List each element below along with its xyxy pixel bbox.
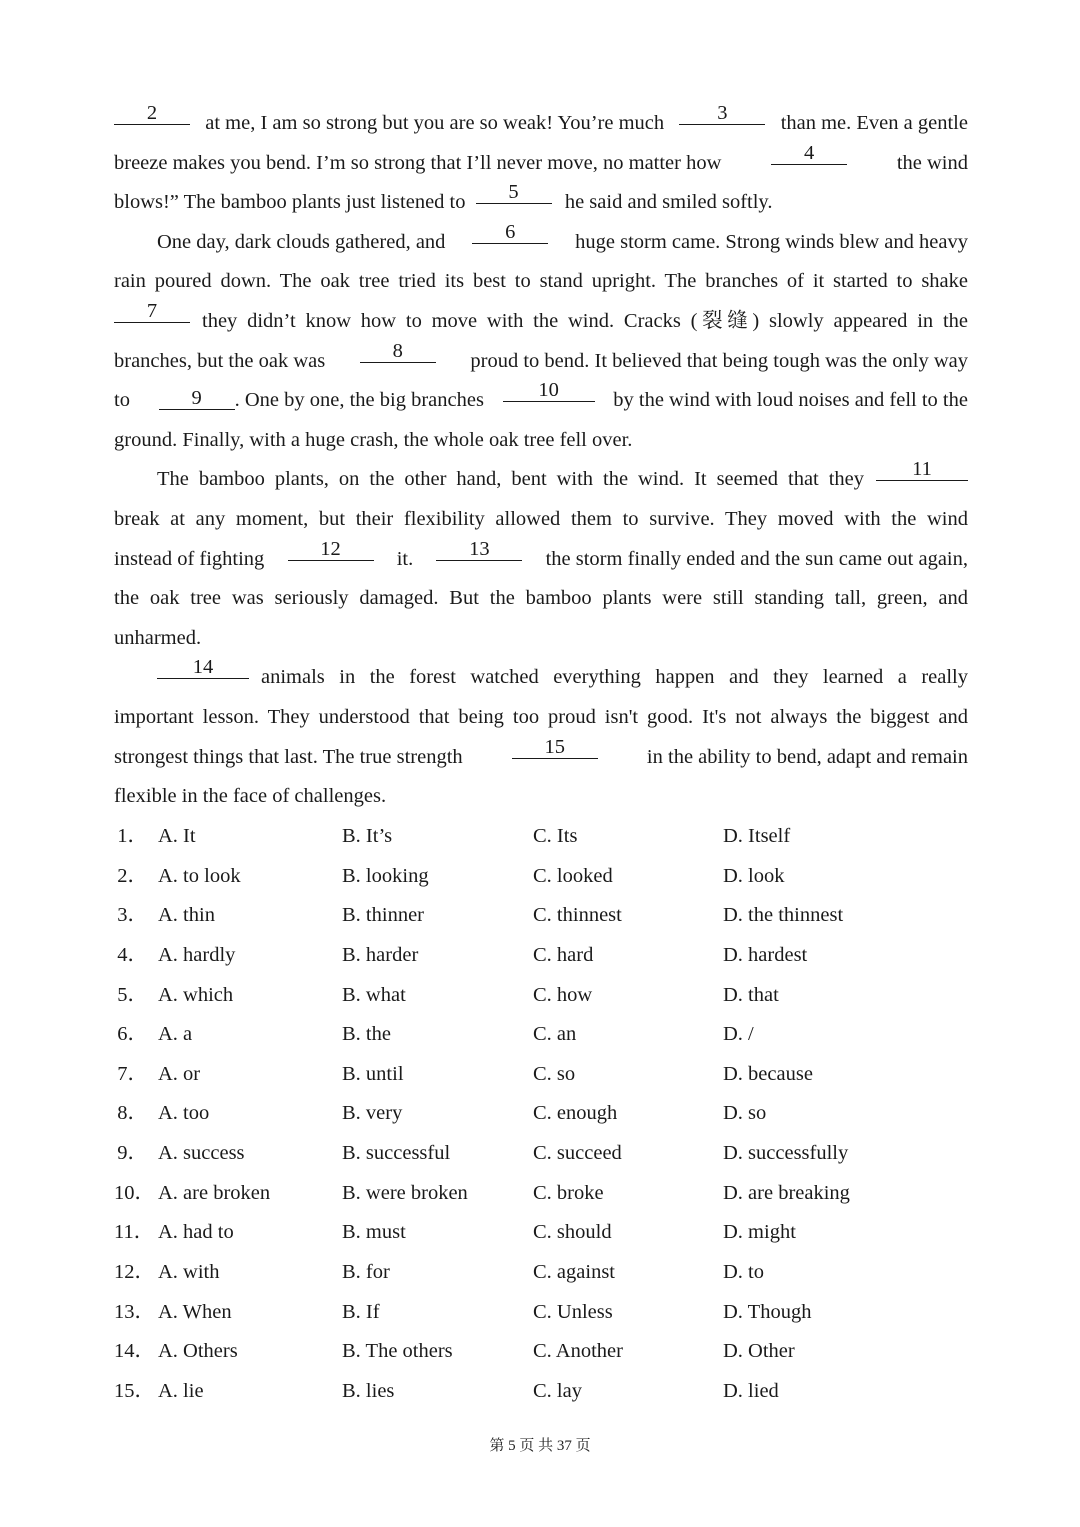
passage-line [114, 658, 968, 698]
question-number: 15． [114, 1379, 155, 1402]
question-number: 11． [114, 1221, 155, 1244]
passage-line [114, 735, 968, 778]
option-a: A. lie [158, 1379, 204, 1402]
passage-text: in the ability to bend, adapt and remain [646, 745, 968, 768]
passage-text: blows!” The bamboo plants just listened to [114, 191, 466, 214]
passage-text-group [159, 381, 484, 421]
passage-text: the wind [896, 151, 968, 174]
blank-7: 7 [114, 300, 190, 323]
option-row [114, 896, 974, 936]
option-d: D. that [723, 983, 779, 1006]
question-number: 12． [114, 1261, 155, 1284]
option-d: D. because [723, 1062, 813, 1085]
passage-line [114, 777, 968, 817]
option-a: A. are broken [158, 1181, 271, 1204]
option-a: A. too [158, 1102, 210, 1125]
option-row [114, 1015, 974, 1055]
question-number: 6． [117, 1023, 148, 1046]
blank-13: 13 [436, 538, 522, 561]
option-b: B. for [342, 1261, 390, 1284]
passage-line [114, 339, 968, 382]
blank-2: 2 [114, 102, 190, 125]
passage-line [114, 262, 968, 302]
passage-line [114, 698, 968, 738]
passage-text: important lesson. They understood that being too proud isn't good. It's not always the biggest and [114, 705, 968, 728]
passage-line [114, 220, 968, 263]
option-a: A. which [158, 983, 234, 1006]
option-c: C. an [533, 1023, 577, 1046]
passage-text: it. [396, 547, 414, 570]
passage-line [114, 104, 968, 144]
passage-line [114, 619, 968, 659]
passage-text: by the wind with loud noises and fell to the [613, 389, 968, 412]
option-row [114, 936, 974, 976]
question-number: 4． [117, 943, 148, 966]
option-c: C. should [533, 1221, 612, 1244]
option-b: B. successful [342, 1142, 451, 1165]
option-b: B. thinner [342, 904, 424, 927]
option-c: C. succeed [533, 1142, 622, 1165]
passage-text: . One by one, the big branches [234, 389, 484, 412]
option-a: A. When [158, 1300, 232, 1323]
passage-text: the oak tree was seriously damaged. But the bamboo plants were still standing tall, green, and [114, 587, 968, 610]
passage-text: breeze makes you bend. I’m so strong that I’ll never move, no matter how [114, 151, 722, 174]
passage-text: One day, dark clouds gathered, and [157, 230, 446, 253]
option-d: D. Itself [723, 825, 791, 847]
passage-text: unharmed. [114, 626, 202, 649]
option-a: A. to look [158, 864, 241, 887]
option-a: A. hardly [158, 943, 236, 966]
passage-text: he said and smiled softly. [564, 191, 773, 214]
option-b: B. lies [342, 1379, 395, 1402]
question-number: 1． [117, 825, 148, 847]
option-a: A. with [158, 1261, 220, 1284]
passage-text: they didn’t know how to move with the wind. Cracks (裂缝) slowly appeared in the [202, 309, 968, 332]
passage-text: break at any moment, but their flexibility allowed them to survive. They moved with the wind [114, 507, 968, 530]
passage-text: to [114, 389, 130, 412]
option-d: D. might [723, 1221, 796, 1244]
question-number: 9． [117, 1142, 148, 1165]
passage-text: the storm finally ended and the sun came out again, [545, 547, 968, 570]
option-d: D. so [723, 1102, 767, 1125]
option-d: D. to [723, 1261, 764, 1284]
option-row [114, 817, 974, 857]
option-row [114, 1055, 974, 1095]
passage-line [114, 141, 968, 184]
option-d: D. lied [723, 1379, 779, 1402]
option-c: C. hard [533, 943, 594, 966]
passage-text: at me, I am so strong but you are so weak! You’re much [205, 112, 665, 134]
option-row [114, 857, 974, 897]
option-d: D. Other [723, 1340, 795, 1363]
answer-options [114, 817, 974, 1412]
option-a: A. success [158, 1142, 245, 1165]
blank-9: 9 [159, 387, 235, 410]
option-d: D. look [723, 864, 785, 887]
option-d: D. the thinnest [723, 904, 844, 927]
option-c: C. broke [533, 1181, 604, 1204]
blank-8: 8 [360, 340, 436, 363]
option-row [114, 1293, 974, 1333]
passage-text: ground. Finally, with a huge crash, the whole oak tree fell over. [114, 428, 633, 451]
option-c: C. how [533, 983, 593, 1006]
passage-text: proud to bend. It believed that being tough was the only way [470, 349, 968, 372]
blank-3: 3 [679, 102, 765, 125]
option-row [114, 1094, 974, 1134]
option-b: B. until [342, 1062, 404, 1085]
option-b: B. harder [342, 943, 419, 966]
question-number: 10． [114, 1181, 155, 1204]
blank-4: 4 [771, 142, 847, 165]
passage-text: instead of fighting [114, 547, 265, 570]
option-d: D. / [723, 1023, 754, 1046]
option-b: B. looking [342, 864, 429, 887]
option-row [114, 1213, 974, 1253]
question-number: 7． [117, 1062, 148, 1085]
option-a: A. Others [158, 1340, 238, 1363]
option-row [114, 1174, 974, 1214]
option-row [114, 1134, 974, 1174]
blank-10: 10 [503, 379, 595, 402]
passage-line [114, 537, 968, 580]
passage-line [114, 381, 968, 421]
option-c: C. lay [533, 1379, 582, 1402]
passage-text: than me. Even a gentle [780, 112, 968, 134]
option-a: A. thin [158, 904, 215, 927]
blank-15: 15 [512, 736, 598, 759]
passage-text: animals in the forest watched everything happen and they learned a really [261, 666, 968, 689]
question-number: 2． [117, 864, 148, 887]
option-d: D. hardest [723, 943, 808, 966]
option-c: C. looked [533, 864, 613, 887]
option-b: B. The others [342, 1340, 453, 1363]
passage-line [114, 500, 968, 540]
blank-6: 6 [472, 221, 548, 244]
passage-line [114, 421, 968, 461]
option-c: C. thinnest [533, 904, 622, 927]
option-a: A. had to [158, 1221, 234, 1244]
cloze-passage [114, 104, 968, 817]
passage-line [114, 299, 968, 342]
option-row [114, 1253, 974, 1293]
passage-text: rain poured down. The oak tree tried its best to stand upright. The branches of it started to shake [114, 270, 968, 293]
option-a: A. or [158, 1062, 201, 1085]
option-d: D. are breaking [723, 1181, 850, 1204]
passage-line [114, 460, 968, 500]
option-row [114, 976, 974, 1016]
option-c: C. Its [533, 825, 578, 847]
option-b: B. It’s [342, 825, 393, 847]
option-c: C. Unless [533, 1300, 613, 1323]
page-number: 第 5 页 共 37 页 [489, 1438, 591, 1454]
question-number: 14． [114, 1340, 155, 1363]
option-a: A. It [158, 825, 196, 847]
option-b: B. what [342, 983, 406, 1006]
option-b: B. very [342, 1102, 403, 1125]
option-b: B. must [342, 1221, 406, 1244]
option-d: D. successfully [723, 1142, 849, 1165]
option-row [114, 1372, 974, 1412]
option-b: B. were broken [342, 1181, 468, 1204]
passage-line [114, 579, 968, 619]
question-number: 13． [114, 1300, 155, 1323]
option-c: C. so [533, 1062, 576, 1085]
question-number: 3． [117, 904, 148, 927]
option-c: C. enough [533, 1102, 618, 1125]
option-d: D. Though [723, 1300, 812, 1323]
question-number: 8． [117, 1102, 148, 1125]
passage-text: huge storm came. Strong winds blew and heavy [575, 230, 968, 253]
passage-text: branches, but the oak was [114, 349, 326, 372]
option-b: B. the [342, 1023, 391, 1046]
blank-5: 5 [476, 181, 552, 204]
passage-text: flexible in the face of challenges. [114, 785, 387, 808]
option-a: A. a [158, 1023, 193, 1046]
blank-14: 14 [157, 656, 249, 679]
option-c: C. against [533, 1261, 615, 1284]
blank-11: 11 [876, 458, 968, 481]
option-c: C. Another [533, 1340, 623, 1363]
option-row [114, 1332, 974, 1372]
passage-text: The bamboo plants, on the other hand, bent with the wind. It seemed that they [157, 468, 864, 491]
option-b: B. If [342, 1300, 380, 1323]
passage-line [114, 183, 968, 223]
question-number: 5． [117, 983, 148, 1006]
blank-12: 12 [288, 538, 374, 561]
passage-text: strongest things that last. The true strength [114, 745, 463, 768]
